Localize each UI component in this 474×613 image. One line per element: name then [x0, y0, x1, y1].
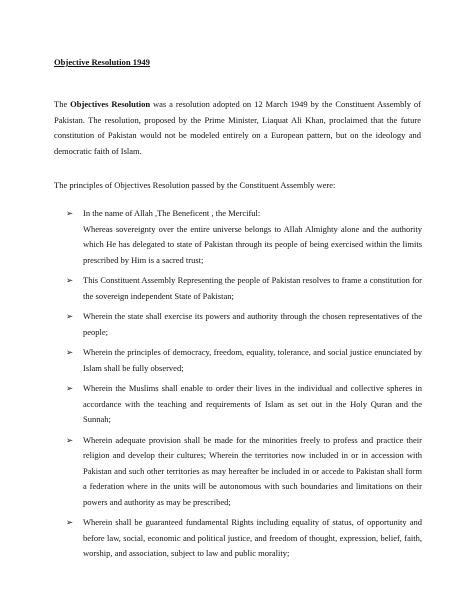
- list-item-subtext: Whereas sovereignty over the entire universe belongs to Allah Almighty alone and the authority which He has delegated to state of Pakistan through its people of being exercised within the limits prescribed by Him is a sacred trust;: [83, 223, 422, 265]
- arrow-bullet-icon: ➢: [66, 347, 74, 357]
- arrow-bullet-icon: ➢: [66, 311, 74, 321]
- list-item: [66, 206, 422, 268]
- list-item: [66, 345, 422, 376]
- arrow-bullet-icon: ➢: [66, 208, 74, 218]
- list-item-text: Wherein adequate provision shall be made for the minorities freely to profess and practice their religion and develop their cultures; Wherein the territories now included in or in accession with Pakistan and such other territories as may hereafter be included in or accede to Pakistan shall form a federation where in the units will be autonomous with such boundaries and limitations on their powers and authority as may be prescribed;: [83, 434, 422, 507]
- arrow-bullet-icon: ➢: [66, 383, 74, 393]
- list-item: [66, 381, 422, 428]
- intro-prefix: The: [54, 99, 71, 109]
- list-item: [66, 433, 422, 511]
- list-item-text: Wherein the principles of democracy, freedom, equality, tolerance, and social justice enunciated by Islam shall be fully observed;: [83, 347, 422, 373]
- list-item-text: Wherein the Muslims shall enable to order their lives in the individual and collective spheres in accordance with the teaching and requirements of Islam as set out in the Holy Quran and the Sunnah;: [83, 383, 422, 424]
- list-item: [66, 309, 422, 340]
- list-item-text: This Constituent Assembly Representing the people of Pakistan resolves to frame a constitution for the sovereign independent State of Pakistan;: [83, 275, 422, 301]
- list-item: [66, 273, 422, 304]
- arrow-bullet-icon: ➢: [66, 275, 74, 285]
- arrow-bullet-icon: ➢: [66, 434, 74, 445]
- intro-rest: was a resolution adopted on 12 March 1949 by the Constituent Assembly of Pakistan. The resolution, proposed by the Prime Minister, Liaquat Ali Khan, proclaimed that the future constitution of Pakistan would not be modeled entirely on a European pattern, but on the ideology and democratic faith of Islam.: [54, 99, 421, 156]
- document-title: Objective Resolution 1949: [54, 57, 150, 67]
- list-item-text: Wherein the state shall exercise its powers and authority through the chosen representatives of the people;: [83, 311, 422, 337]
- list-item-text: Wherein shall be guaranteed fundamental Rights including equality of status, of opportunity and before law, social, economic and political justice, and freedom of thought, expression, belief, faith, worship, and association, subject to law and public morality;: [83, 517, 422, 558]
- list-item-text: In the name of Allah ,The Beneficent , the Merciful:: [83, 208, 261, 218]
- list-item: [66, 515, 422, 562]
- arrow-bullet-icon: ➢: [66, 517, 74, 527]
- principles-lead: The principles of Objectives Resolution passed by the Constituent Assembly were:: [54, 180, 336, 190]
- principles-list: [66, 206, 422, 567]
- intro-bold-term: Objectives Resolution: [70, 99, 151, 109]
- intro-paragraph: [54, 97, 421, 159]
